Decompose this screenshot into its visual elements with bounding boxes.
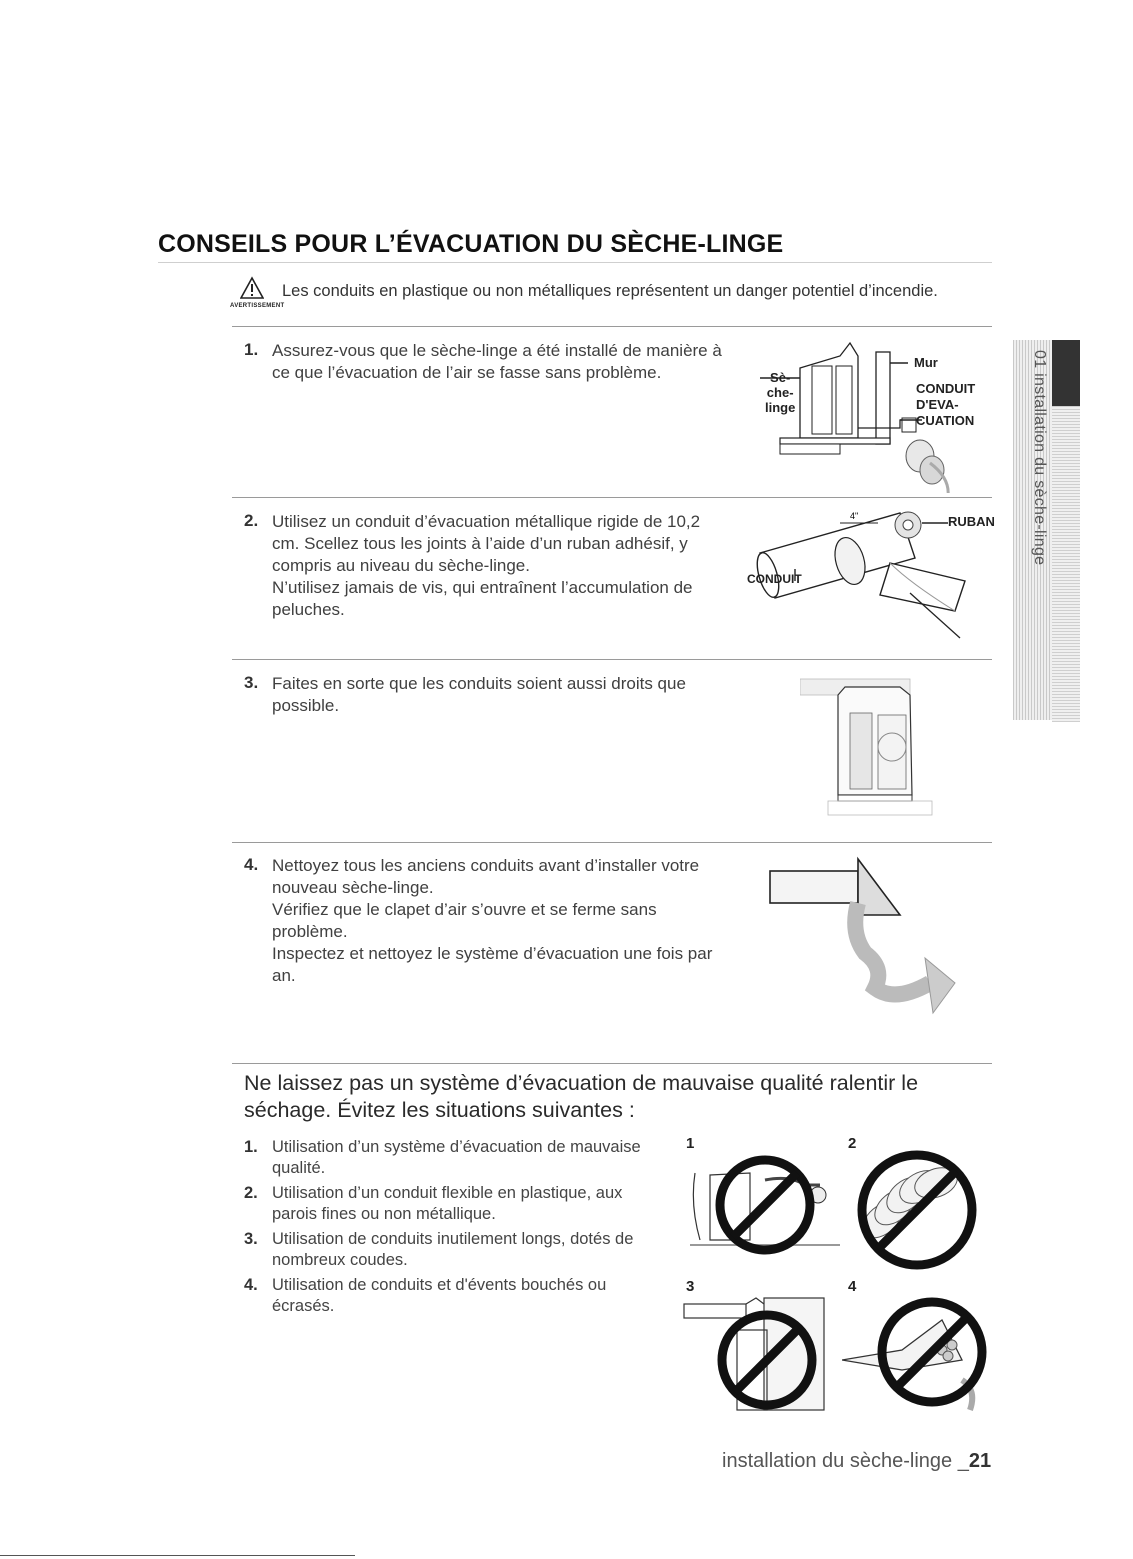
duct-label: CONDUIT (747, 572, 802, 586)
step-line: N’utilisez jamais de vis, qui entraînent l’accumulation de (272, 578, 693, 597)
tape-label: RUBAN (948, 514, 995, 529)
page-title: CONSEILS POUR L’ÉVACUATION DU SÈCHE-LINGE (158, 230, 784, 258)
step-line: Assurez-vous que le sèche-linge a été installé de manière à (272, 341, 722, 360)
side-tab-stripe (1052, 406, 1080, 722)
section-divider (232, 497, 992, 498)
duct-label-line: CONDUIT (916, 381, 976, 396)
step-line: Faites en sorte que les conduits soient aussi droits que (272, 674, 686, 693)
step-4-text (272, 855, 742, 987)
step-line: Inspectez et nettoyez le système d’évacuation une fois par (272, 944, 713, 963)
step-line: peluches. (272, 600, 345, 619)
panel-number: 4 (848, 1278, 857, 1295)
duct-label-line: D'EVA- (916, 397, 959, 412)
dryer-label (765, 370, 795, 415)
step-line: Utilisez un conduit d’évacuation métallique rigide de 10,2 (272, 512, 701, 531)
step-line: ce que l’évacuation de l’air se fasse sans problème. (272, 363, 662, 382)
step-line: Vérifiez que le clapet d’air s’ouvre et se ferme sans (272, 900, 657, 919)
straight-duct-dryer-diagram (800, 675, 935, 820)
list-line: Utilisation de conduits et d'évents bouchés ou (272, 1276, 607, 1294)
step-number: 1. (244, 340, 259, 359)
list-number: 4. (244, 1276, 258, 1294)
list-number: 2. (244, 1184, 258, 1202)
list-line: Utilisation d’un conduit flexible en plastique, aux (272, 1184, 623, 1202)
long-duct-prohibited-icon (682, 1290, 837, 1420)
step-number: 3. (244, 673, 259, 692)
section-divider (232, 659, 992, 660)
step-line: nouveau sèche-linge. (272, 878, 434, 897)
crop-mark (0, 1555, 355, 1556)
step-line: an. (272, 966, 296, 985)
dryer-label-line: che- (766, 385, 794, 400)
list-item (244, 1229, 674, 1271)
footer-text: installation du sèche-linge _ (722, 1450, 969, 1472)
dryer-label-line: Sè- (770, 370, 791, 385)
dimension-label: 4" (850, 511, 859, 521)
step-line: compris au niveau du sèche-linge. (272, 556, 530, 575)
list-line: parois fines ou non métallique. (272, 1205, 496, 1223)
step-line: problème. (272, 922, 348, 941)
step-number: 4. (244, 855, 259, 874)
list-line: Utilisation d’un système d’évacuation de mauvaise (272, 1138, 641, 1156)
panel-number: 2 (848, 1135, 857, 1152)
exhaust-duct-label (916, 381, 975, 429)
section-divider (232, 326, 992, 327)
page-number: 21 (968, 1450, 992, 1472)
step-line: cm. Scellez tous les joints à l’aide d’un ruban adhésif, y (272, 534, 688, 553)
list-line: nombreux coudes. (272, 1251, 408, 1269)
list-item (244, 1275, 674, 1317)
section-subheading (244, 1070, 984, 1124)
blocked-duct-prohibited-icon (842, 1290, 992, 1420)
list-line: Utilisation de conduits inutilement longs, dotés de (272, 1230, 634, 1248)
dryer-label-line: linge (765, 400, 796, 415)
warning-text: Les conduits en plastique ou non métalliques représentent un danger potentiel d’incendie. (282, 282, 938, 300)
duct-label-line: CUATION (916, 413, 975, 428)
step-line: possible. (272, 696, 340, 715)
step-3-text (272, 673, 742, 717)
wall-label: Mur (914, 355, 938, 370)
list-line: qualité. (272, 1159, 326, 1177)
poor-vent-prohibited-icon (690, 1145, 840, 1270)
step-number: 2. (244, 511, 259, 530)
side-tab-marker (1052, 340, 1080, 406)
section-divider (232, 1063, 992, 1064)
warning-caption: AVERTISSEMENT (230, 303, 285, 309)
flexible-duct-prohibited-icon (842, 1145, 992, 1275)
step-line: Nettoyez tous les anciens conduits avant d’installer votre (272, 856, 700, 875)
list-number: 3. (244, 1230, 258, 1248)
exhaust-flap-diagram (765, 853, 960, 1023)
panel-number: 3 (686, 1278, 695, 1295)
section-divider (232, 842, 992, 843)
step-2-text (272, 511, 742, 621)
step-1-text (272, 340, 742, 384)
panel-number: 1 (686, 1135, 695, 1152)
subheading-line: Ne laissez pas un système d’évacuation de mauvaise qualité ralentir le (244, 1071, 919, 1095)
side-tab-label: 01 installation du sèche-linge (1031, 350, 1048, 566)
list-item (244, 1137, 674, 1179)
list-line: écrasés. (272, 1297, 335, 1315)
list-number: 1. (244, 1138, 258, 1156)
list-item (244, 1183, 674, 1225)
title-divider (158, 262, 992, 263)
subheading-line: séchage. Évitez les situations suivantes : (244, 1098, 635, 1122)
warning-triangle-icon (240, 276, 264, 300)
page-footer (722, 1450, 991, 1473)
